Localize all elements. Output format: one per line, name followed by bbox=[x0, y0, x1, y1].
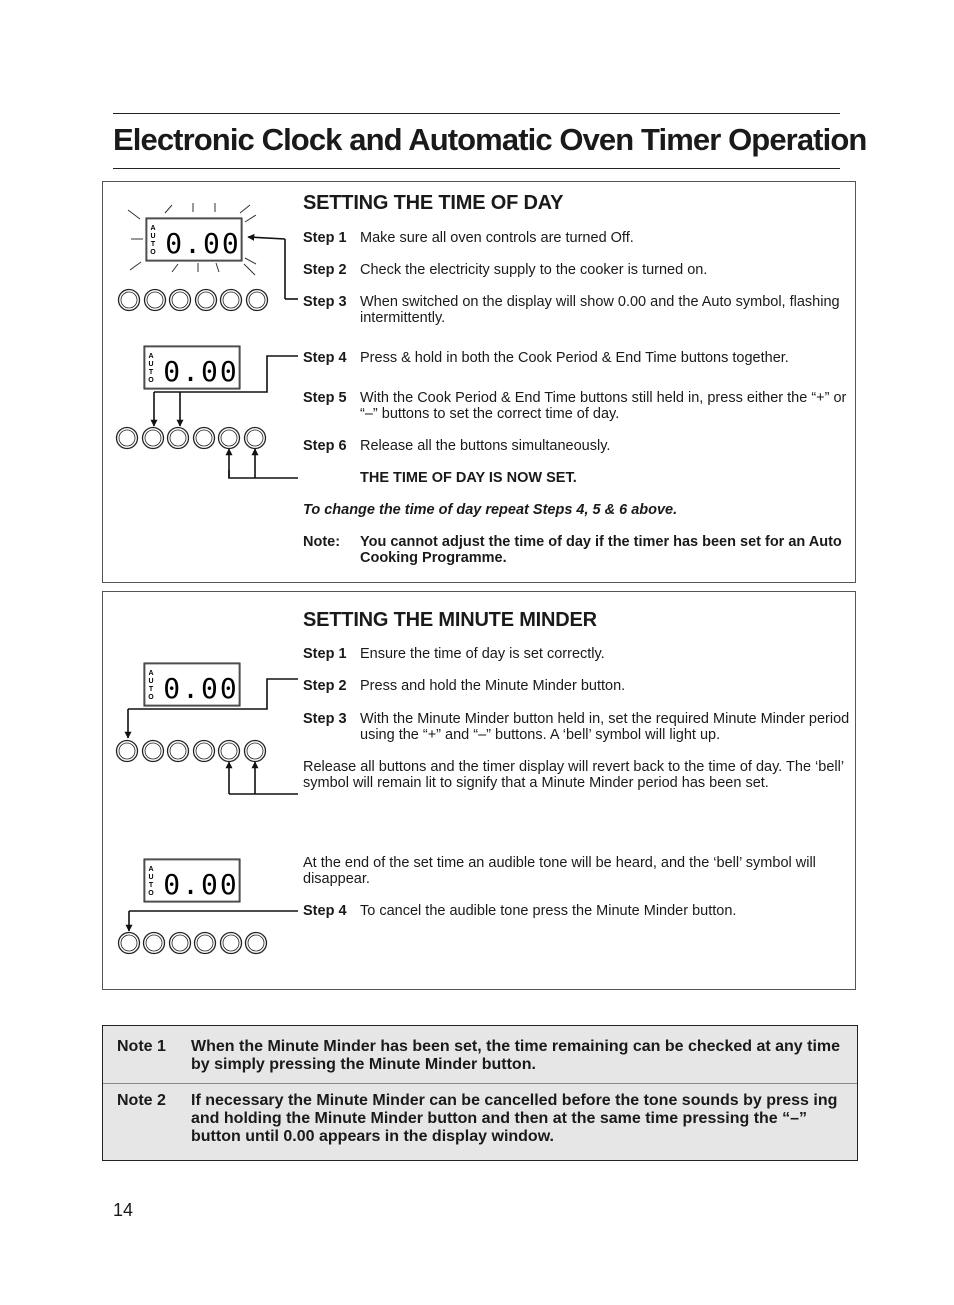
note-text: When the Minute Minder has been set, the time remaining can be checked at any time by simply pressing the Minute Minder button. bbox=[191, 1038, 841, 1073]
page-number: 14 bbox=[113, 1200, 134, 1220]
auto-letter: A bbox=[148, 670, 154, 677]
timer-button[interactable] bbox=[145, 290, 166, 311]
auto-letter: O bbox=[148, 694, 154, 701]
timer-button[interactable] bbox=[168, 741, 189, 762]
step-label: Step 4 bbox=[303, 350, 347, 366]
step-label: Step 1 bbox=[303, 646, 347, 662]
time-of-day-heading: SETTING THE TIME OF DAY bbox=[303, 192, 564, 214]
auto-letter: A bbox=[148, 353, 154, 360]
note-2 bbox=[103, 1092, 857, 1146]
step-text: With the Cook Period & End Time buttons still held in, press either the “+” or “–” buttons to set the correct time of day. bbox=[360, 390, 847, 422]
auto-letter: T bbox=[148, 369, 154, 376]
auto-letter: T bbox=[150, 241, 156, 248]
end-time-button[interactable] bbox=[168, 428, 189, 449]
timer-button[interactable] bbox=[170, 290, 191, 311]
step-text: Check the electricity supply to the cooker is turned on. bbox=[360, 262, 708, 278]
auto-letter: U bbox=[148, 361, 154, 368]
display-readout: 0.00 bbox=[163, 355, 239, 388]
mm-release-text: Release all buttons and the timer display will revert back to the time of day. The ‘bell’ symbol will remain lit to signify that a Minute Minder period has been set. bbox=[303, 759, 844, 791]
timer-button[interactable] bbox=[221, 933, 242, 954]
auto-letter: U bbox=[148, 874, 154, 881]
step-text: Release all the buttons simultaneously. bbox=[360, 438, 611, 454]
step-text: To cancel the audible tone press the Minute Minder button. bbox=[360, 903, 737, 919]
step-label: Step 5 bbox=[303, 390, 347, 406]
auto-letter: O bbox=[150, 249, 156, 256]
confirm-text: THE TIME OF DAY IS NOW SET. bbox=[360, 470, 577, 486]
timer-button[interactable] bbox=[144, 933, 165, 954]
auto-letter: O bbox=[148, 377, 154, 384]
timer-button[interactable] bbox=[195, 933, 216, 954]
auto-letter: A bbox=[150, 225, 156, 232]
timer-button[interactable] bbox=[221, 290, 242, 311]
minus-button[interactable] bbox=[219, 428, 240, 449]
auto-letter: T bbox=[148, 882, 154, 889]
timer-button[interactable] bbox=[143, 741, 164, 762]
note-label: Note 2 bbox=[117, 1092, 166, 1109]
minus-button[interactable] bbox=[219, 741, 240, 762]
diagram-minute-minder-set bbox=[117, 663, 299, 794]
control-buttons-row bbox=[117, 428, 266, 449]
step-label: Step 3 bbox=[303, 711, 347, 727]
auto-letter: A bbox=[148, 866, 154, 873]
step-text: When switched on the display will show 0.00 and the Auto symbol, flashing intermittently. bbox=[360, 294, 840, 326]
control-buttons-row bbox=[119, 933, 267, 954]
note-text: If necessary the Minute Minder can be cancelled before the tone sounds by press ing and holding the Minute Minder button and then at the same time pressing the “–” button until 0.00 appears in the display window. bbox=[191, 1092, 838, 1145]
timer-button[interactable] bbox=[194, 428, 215, 449]
plus-button[interactable] bbox=[245, 428, 266, 449]
timer-button[interactable] bbox=[119, 290, 140, 311]
timer-button[interactable] bbox=[117, 428, 138, 449]
step-text: Ensure the time of day is set correctly. bbox=[360, 646, 605, 662]
timer-button[interactable] bbox=[170, 933, 191, 954]
display-readout: 0.00 bbox=[165, 227, 241, 260]
diagram-cancel-tone bbox=[119, 859, 299, 954]
timer-button[interactable] bbox=[194, 741, 215, 762]
step-label: Step 2 bbox=[303, 678, 347, 694]
step-label: Step 2 bbox=[303, 262, 347, 278]
note-label: Note 1 bbox=[117, 1038, 166, 1055]
notes-box bbox=[102, 1025, 858, 1161]
note-1 bbox=[103, 1038, 857, 1074]
minute-minder-heading: SETTING THE MINUTE MINDER bbox=[303, 609, 597, 631]
cook-period-button[interactable] bbox=[143, 428, 164, 449]
step-label: Step 1 bbox=[303, 230, 347, 246]
auto-letter: O bbox=[148, 890, 154, 897]
step-text: Press and hold the Minute Minder button. bbox=[360, 678, 626, 694]
note-label: Note: bbox=[303, 534, 341, 550]
auto-letter: U bbox=[150, 233, 156, 240]
timer-button[interactable] bbox=[196, 290, 217, 311]
step-text: With the Minute Minder button held in, set the required Minute Minder period using the “+” and “–” buttons. A ‘bell’ symbol will light up. bbox=[360, 711, 850, 743]
note-text: You cannot adjust the time of day if the timer has been set for an Auto Cooking Programme. bbox=[360, 534, 842, 566]
auto-letter: T bbox=[148, 686, 154, 693]
minute-minder-button[interactable] bbox=[119, 933, 140, 954]
plus-button[interactable] bbox=[245, 741, 266, 762]
step-text: Press & hold in both the Cook Period & End Time buttons together. bbox=[360, 350, 789, 366]
diagram-set-time bbox=[117, 346, 299, 478]
tod-repeat-text: To change the time of day repeat Steps 4, 5 & 6 above. bbox=[303, 502, 678, 518]
timer-button[interactable] bbox=[247, 290, 268, 311]
step-label: Step 3 bbox=[303, 294, 347, 310]
step-text: Make sure all oven controls are turned Off. bbox=[360, 230, 634, 246]
mm-end-text: At the end of the set time an audible tone will be heard, and the ‘bell’ symbol will disappear. bbox=[303, 855, 816, 887]
step-label: Step 4 bbox=[303, 903, 347, 919]
page-title: Electronic Clock and Automatic Oven Timer Operation bbox=[113, 122, 867, 157]
minute-minder-button[interactable] bbox=[117, 741, 138, 762]
notes-divider bbox=[103, 1083, 857, 1084]
control-buttons-row bbox=[117, 741, 266, 762]
step-label: Step 6 bbox=[303, 438, 347, 454]
display-readout: 0.00 bbox=[163, 868, 239, 901]
diagram-flashing-display bbox=[119, 203, 299, 311]
auto-letter: U bbox=[148, 678, 154, 685]
display-readout: 0.00 bbox=[163, 672, 239, 705]
timer-button[interactable] bbox=[246, 933, 267, 954]
control-buttons-row bbox=[119, 290, 268, 311]
